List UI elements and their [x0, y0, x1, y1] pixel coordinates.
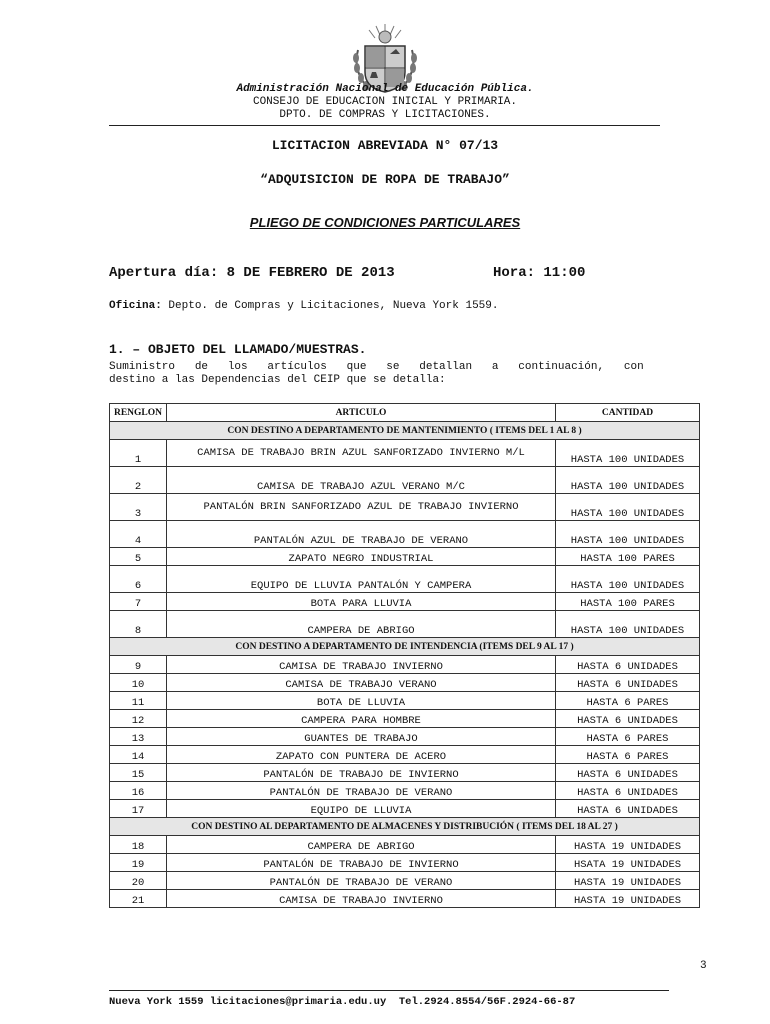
articulo-cell: ZAPATO CON PUNTERA DE ACERO — [167, 746, 556, 764]
footer-rule — [109, 990, 669, 991]
header-rule — [109, 125, 660, 126]
renglon-cell: 5 — [110, 548, 167, 566]
table-row — [110, 782, 700, 800]
header-cantidad: CANTIDAD — [556, 404, 700, 422]
doc-subtitle: “ADQUISICION DE ROPA DE TRABAJO” — [260, 172, 510, 187]
articulo-cell: PANTALÓN DE TRABAJO DE VERANO — [167, 782, 556, 800]
section-title: CON DESTINO A DEPARTAMENTO DE MANTENIMIENTO ( ITEMS DEL 1 AL 8 ) — [110, 422, 700, 440]
cantidad-cell: HASTA 100 UNIDADES — [556, 467, 700, 494]
renglon-cell: 17 — [110, 800, 167, 818]
renglon-cell: 20 — [110, 872, 167, 890]
renglon-cell: 12 — [110, 710, 167, 728]
objeto-text-line2: destino a las Dependencias del CEIP que se detalla: — [109, 374, 446, 386]
articulo-cell: CAMISA DE TRABAJO VERANO — [167, 674, 556, 692]
header-council: CONSEJO DE EDUCACION INICIAL Y PRIMARIA. — [252, 96, 518, 108]
header-renglon: RENGLON — [110, 404, 167, 422]
renglon-cell: 16 — [110, 782, 167, 800]
articulo-cell: PANTALÓN DE TRABAJO DE VERANO — [167, 872, 556, 890]
table-row — [110, 440, 700, 467]
section-title: CON DESTINO A DEPARTAMENTO DE INTENDENCIA (ITEMS DEL 9 AL 17 ) — [110, 638, 700, 656]
oficina-label: Oficina: — [109, 300, 162, 312]
cantidad-cell: HASTA 19 UNIDADES — [556, 836, 700, 854]
cantidad-cell: HASTA 6 PARES — [556, 746, 700, 764]
cantidad-cell: HASTA 100 UNIDADES — [556, 566, 700, 593]
table-row — [110, 728, 700, 746]
articulo-cell: CAMISA DE TRABAJO INVIERNO — [167, 890, 556, 908]
renglon-cell: 9 — [110, 656, 167, 674]
table-row — [110, 746, 700, 764]
oficina-value: Depto. de Compras y Licitaciones, Nueva York 1559. — [161, 300, 499, 312]
renglon-cell: 15 — [110, 764, 167, 782]
cantidad-cell: HASTA 6 UNIDADES — [556, 710, 700, 728]
cantidad-cell: HASTA 6 UNIDADES — [556, 764, 700, 782]
renglon-cell: 8 — [110, 611, 167, 638]
articulo-cell: BOTA DE LLUVIA — [167, 692, 556, 710]
apertura-date: Apertura día: 8 DE FEBRERO DE 2013 — [109, 265, 395, 281]
articulo-cell: EQUIPO DE LLUVIA — [167, 800, 556, 818]
renglon-cell: 14 — [110, 746, 167, 764]
oficina-line — [109, 300, 498, 313]
header-agency: Administración Nacional de Educación Pública. — [236, 83, 534, 95]
table-row — [110, 836, 700, 854]
table-row — [110, 566, 700, 593]
table-row — [110, 710, 700, 728]
cantidad-cell: HASTA 19 UNIDADES — [556, 890, 700, 908]
renglon-cell: 6 — [110, 566, 167, 593]
cantidad-cell: HASTA 100 PARES — [556, 548, 700, 566]
table-row — [110, 593, 700, 611]
table-section-row — [110, 422, 700, 440]
articulo-cell: CAMISA DE TRABAJO BRIN AZUL SANFORIZADO INVIERNO M/L — [167, 440, 556, 467]
articulo-cell: PANTALÓN DE TRABAJO DE INVIERNO — [167, 854, 556, 872]
renglon-cell: 11 — [110, 692, 167, 710]
table-row — [110, 611, 700, 638]
section-heading: PLIEGO DE CONDICIONES PARTICULARES — [249, 215, 521, 230]
cantidad-cell: HASTA 100 UNIDADES — [556, 494, 700, 521]
table-section-row — [110, 818, 700, 836]
cantidad-cell: HASTA 6 UNIDADES — [556, 674, 700, 692]
cantidad-cell: HASTA 6 PARES — [556, 728, 700, 746]
cantidad-cell: HASTA 6 UNIDADES — [556, 656, 700, 674]
table-row — [110, 890, 700, 908]
renglon-cell: 4 — [110, 521, 167, 548]
section-title: CON DESTINO AL DEPARTAMENTO DE ALMACENES Y DISTRIBUCIÓN ( ITEMS DEL 18 AL 27 ) — [110, 818, 700, 836]
page-number: 3 — [700, 960, 707, 972]
table-row — [110, 521, 700, 548]
cantidad-cell: HASTA 6 UNIDADES — [556, 782, 700, 800]
items-table — [109, 403, 700, 908]
items-table-body — [110, 422, 700, 908]
table-row — [110, 548, 700, 566]
renglon-cell: 2 — [110, 467, 167, 494]
cantidad-cell: HASTA 100 PARES — [556, 593, 700, 611]
cantidad-cell: HASTA 6 UNIDADES — [556, 800, 700, 818]
table-row — [110, 800, 700, 818]
objeto-text-line1: Suministro de los artículos que se detallan a continuación, con — [109, 361, 644, 373]
table-row — [110, 764, 700, 782]
renglon-cell: 13 — [110, 728, 167, 746]
table-header-row — [110, 404, 700, 422]
header-department: DPTO. DE COMPRAS Y LICITACIONES. — [279, 109, 491, 121]
table-row — [110, 494, 700, 521]
footer-contact: Nueva York 1559 licitaciones@primaria.edu.uy Tel.2924.8554/56F.2924-66-87 — [109, 996, 576, 1008]
articulo-cell: GUANTES DE TRABAJO — [167, 728, 556, 746]
articulo-cell: EQUIPO DE LLUVIA PANTALÓN Y CAMPERA — [167, 566, 556, 593]
table-row — [110, 872, 700, 890]
articulo-cell: CAMPERA DE ABRIGO — [167, 611, 556, 638]
objeto-heading: 1. – OBJETO DEL LLAMADO/MUESTRAS. — [109, 342, 367, 357]
articulo-cell: ZAPATO NEGRO INDUSTRIAL — [167, 548, 556, 566]
articulo-cell: CAMISA DE TRABAJO AZUL VERANO M/C — [167, 467, 556, 494]
cantidad-cell: HASTA 100 UNIDADES — [556, 521, 700, 548]
articulo-cell: CAMPERA DE ABRIGO — [167, 836, 556, 854]
renglon-cell: 1 — [110, 440, 167, 467]
table-row — [110, 674, 700, 692]
renglon-cell: 7 — [110, 593, 167, 611]
articulo-cell: PANTALÓN AZUL DE TRABAJO DE VERANO — [167, 521, 556, 548]
cantidad-cell: HASTA 100 UNIDADES — [556, 611, 700, 638]
cantidad-cell: HASTA 100 UNIDADES — [556, 440, 700, 467]
renglon-cell: 21 — [110, 890, 167, 908]
apertura-time: Hora: 11:00 — [493, 265, 586, 281]
table-section-row — [110, 638, 700, 656]
doc-title: LICITACION ABREVIADA N° 07/13 — [271, 138, 499, 153]
table-row — [110, 656, 700, 674]
table-row — [110, 854, 700, 872]
cantidad-cell: HASTA 6 PARES — [556, 692, 700, 710]
table-row — [110, 467, 700, 494]
articulo-cell: PANTALÓN DE TRABAJO DE INVIERNO — [167, 764, 556, 782]
header-articulo: ARTICULO — [167, 404, 556, 422]
articulo-cell: BOTA PARA LLUVIA — [167, 593, 556, 611]
cantidad-cell: HASTA 19 UNIDADES — [556, 872, 700, 890]
articulo-cell: PANTALÓN BRIN SANFORIZADO AZUL DE TRABAJO INVIERNO — [167, 494, 556, 521]
renglon-cell: 19 — [110, 854, 167, 872]
renglon-cell: 3 — [110, 494, 167, 521]
cantidad-cell: HSATA 19 UNIDADES — [556, 854, 700, 872]
renglon-cell: 18 — [110, 836, 167, 854]
renglon-cell: 10 — [110, 674, 167, 692]
articulo-cell: CAMPERA PARA HOMBRE — [167, 710, 556, 728]
articulo-cell: CAMISA DE TRABAJO INVIERNO — [167, 656, 556, 674]
table-row — [110, 692, 700, 710]
